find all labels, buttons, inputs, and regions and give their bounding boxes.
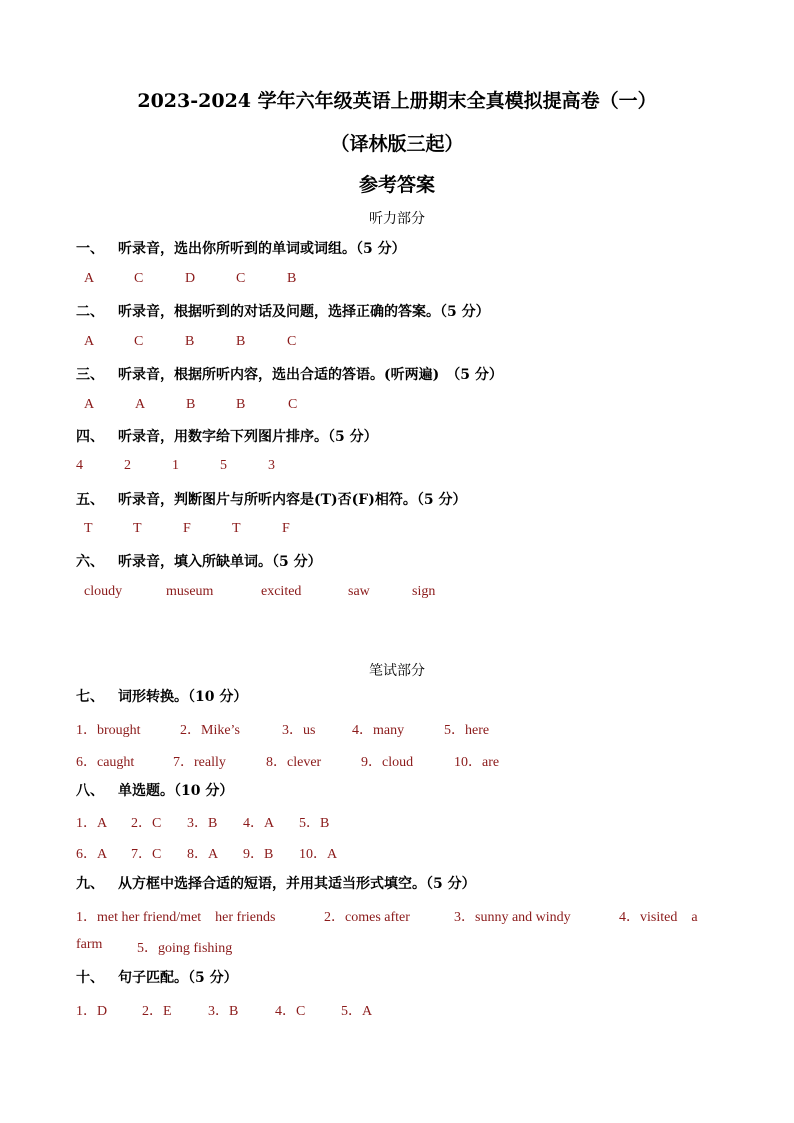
- answer: 1．D: [76, 1004, 108, 1019]
- answer: 6．A: [76, 847, 108, 862]
- question-10: [76, 967, 238, 987]
- answer: 2: [124, 458, 131, 473]
- answer: 3．B: [208, 1004, 239, 1019]
- answer: F: [183, 521, 191, 536]
- answer: 3．sunny and windy: [454, 910, 571, 925]
- answer: C: [287, 334, 297, 349]
- answer: C: [288, 397, 298, 412]
- answer: 6．caught: [76, 755, 135, 770]
- question-1: [76, 238, 406, 258]
- answer: 1．brought: [76, 723, 141, 738]
- answer: 5．going fishing: [137, 941, 233, 956]
- document-subtitle: （译林版三起）: [330, 133, 464, 155]
- answer: T: [133, 521, 142, 536]
- answer: B: [236, 397, 246, 412]
- answer: excited: [261, 584, 302, 599]
- question-7: [76, 686, 247, 706]
- question-text: 句子匹配。（5 分）: [118, 970, 238, 986]
- answer: 5: [220, 458, 227, 473]
- writing-section-title: 笔试部分: [369, 663, 425, 679]
- answer: 3．B: [187, 816, 218, 831]
- answer: 2．C: [131, 816, 162, 831]
- answer: B: [185, 334, 195, 349]
- question-text: 听录音，用数字给下列图片排序。（5 分）: [118, 429, 378, 445]
- answer: B: [287, 271, 297, 286]
- question-text: 听录音，选出你所听到的单词或词组。（5 分）: [118, 241, 406, 257]
- answer: D: [185, 271, 196, 286]
- answer: farm: [76, 937, 103, 952]
- answer: 4．visited a: [619, 910, 698, 925]
- answer: 1．met her friend/met her friends: [76, 910, 276, 925]
- answer: 8．A: [187, 847, 219, 862]
- question-9: [76, 873, 476, 893]
- question-text: 听录音，根据听到的对话及问题，选择正确的答案。（5 分）: [118, 304, 490, 320]
- answer: 9．cloud: [361, 755, 414, 770]
- answer: 9．B: [243, 847, 274, 862]
- question-number: 五、: [76, 492, 104, 508]
- question-number: 四、: [76, 429, 104, 445]
- question-number: 九、: [76, 876, 104, 892]
- answer: 10．A: [299, 847, 338, 862]
- question-3: [76, 364, 503, 384]
- answer: 3．us: [282, 723, 316, 738]
- question-text: 听录音，根据所听内容，选出合适的答语。(听两遍) （5 分）: [118, 367, 503, 383]
- answer: T: [232, 521, 241, 536]
- answer: 4．C: [275, 1004, 306, 1019]
- answer: A: [135, 397, 146, 412]
- question-number: 一、: [76, 241, 104, 257]
- answer: 1: [172, 458, 179, 473]
- answer: A: [84, 397, 95, 412]
- answer: C: [134, 271, 144, 286]
- answer: sign: [412, 584, 436, 599]
- answer: 3: [268, 458, 275, 473]
- answer: 2．comes after: [324, 910, 410, 925]
- answer: C: [134, 334, 144, 349]
- question-5: [76, 489, 466, 509]
- question-number: 七、: [76, 689, 104, 705]
- answer: 7．really: [173, 755, 226, 770]
- question-text: 单选题。（10 分）: [118, 783, 234, 799]
- answer: A: [84, 334, 95, 349]
- answer: 5．A: [341, 1004, 373, 1019]
- question-text: 从方框中选择合适的短语，并用其适当形式填空。（5 分）: [118, 876, 476, 892]
- question-6: [76, 551, 322, 571]
- answer-key-heading: 参考答案: [358, 174, 435, 196]
- answer: F: [282, 521, 290, 536]
- listening-section-title: 听力部分: [369, 211, 425, 227]
- question-number: 六、: [76, 554, 104, 570]
- answer: 1．A: [76, 816, 108, 831]
- answer: museum: [166, 584, 214, 599]
- question-text: 词形转换。（10 分）: [118, 689, 248, 705]
- question-2: [76, 301, 490, 321]
- question-4: [76, 426, 378, 446]
- question-number: 三、: [76, 367, 104, 383]
- answer: 2．Mike’s: [180, 723, 240, 738]
- answer: C: [236, 271, 246, 286]
- question-text: 听录音，填入所缺单词。（5 分）: [118, 554, 322, 570]
- question-number: 十、: [76, 970, 104, 986]
- answer: 4: [76, 458, 83, 473]
- answer: 2．E: [142, 1004, 172, 1019]
- question-number: 二、: [76, 304, 104, 320]
- answer: B: [236, 334, 246, 349]
- answer: saw: [348, 584, 370, 599]
- question-8: [76, 780, 233, 800]
- answer: B: [186, 397, 196, 412]
- answer: A: [84, 271, 95, 286]
- answer: 7．C: [131, 847, 162, 862]
- answer: 4．A: [243, 816, 275, 831]
- answer: cloudy: [84, 584, 123, 599]
- document-title: 2023-2024 学年六年级英语上册期末全真模拟提高卷（一）: [137, 90, 657, 112]
- question-text: 听录音，判断图片与所听内容是(T)否(F)相符。（5 分）: [118, 492, 467, 508]
- question-number: 八、: [76, 783, 104, 799]
- answer: 5．B: [299, 816, 330, 831]
- answer: 8．clever: [266, 755, 322, 770]
- answer: 10．are: [454, 755, 500, 770]
- answer: 4．many: [352, 723, 405, 738]
- answer: 5．here: [444, 723, 490, 738]
- answer: T: [84, 521, 93, 536]
